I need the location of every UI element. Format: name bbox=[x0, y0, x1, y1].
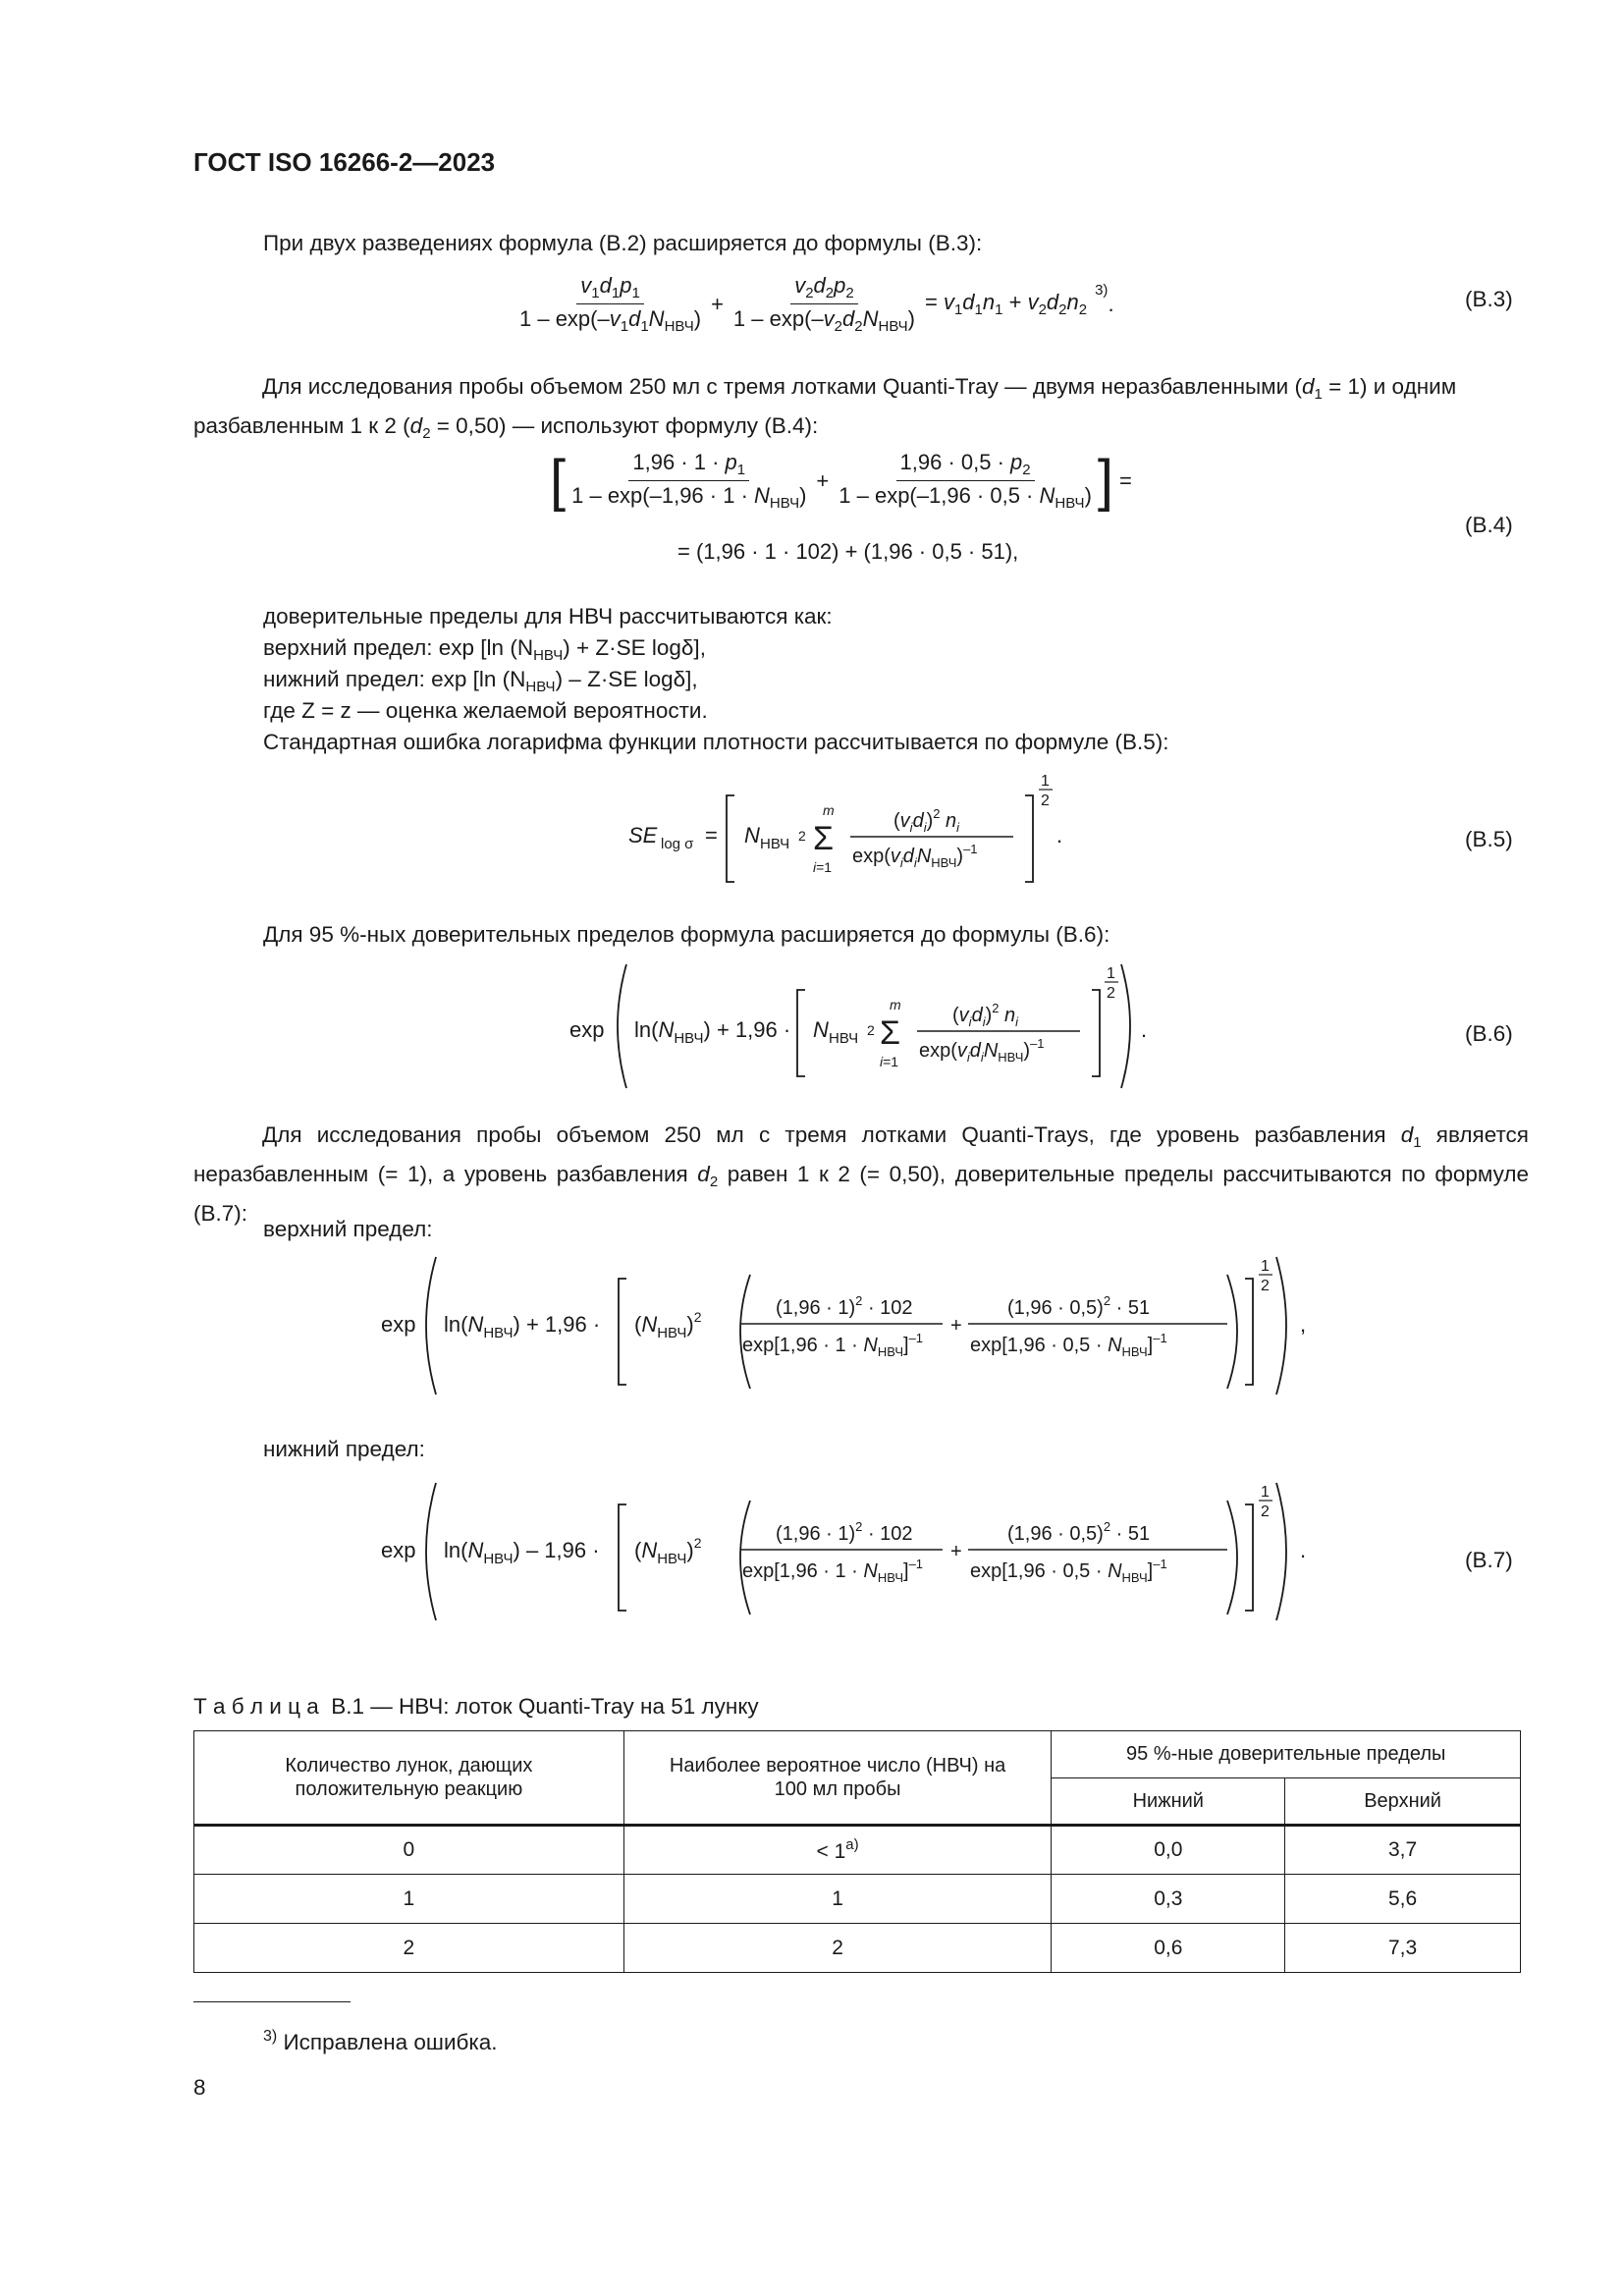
header-mpn: Наиболее вероятное число (НВЧ) на 100 мл пробы bbox=[623, 1731, 1052, 1826]
svg-text:(1,96 · 0,5)2 · 51: $(1,96 \cdot 0,5)^2 \cdot 51$ bbox=[1007, 1293, 1151, 1319]
svg-text:i=1: i=1 bbox=[813, 859, 833, 875]
cell-mpn: < $1^{a)}$ bbox=[623, 1826, 1052, 1875]
footnote-divider bbox=[193, 2001, 351, 2002]
equation-number-b4: (B.4) bbox=[1465, 513, 1513, 537]
svg-text:1: 1 bbox=[1261, 1484, 1270, 1501]
svg-text:+: + bbox=[950, 1315, 962, 1337]
upper-limit-label: верхний предел: bbox=[263, 1217, 433, 1241]
equation-number-b7: (B.7) bbox=[1465, 1548, 1513, 1572]
svg-text:НВЧ: НВЧ bbox=[829, 1030, 859, 1047]
page-number: 8 bbox=[193, 2075, 206, 2100]
svg-text:exp: exp bbox=[569, 1017, 605, 1042]
svg-text:2: 2 bbox=[1041, 793, 1050, 809]
svg-text:exp: exp bbox=[381, 1538, 416, 1562]
svg-text:exp: exp bbox=[381, 1312, 416, 1337]
equation-number-b6: (B.6) bbox=[1465, 1021, 1513, 1046]
svg-text:(NНВЧ)2: $(N_{НВЧ})^2$ bbox=[634, 1309, 702, 1341]
svg-text:2: 2 bbox=[798, 828, 806, 844]
header-lower: Нижний bbox=[1052, 1778, 1285, 1826]
equation-b4-line1: [ $\frac{1,96 \cdot 1 \cdot p_1}{1 - \exp(-1,96 \cdot 1 \cdot N_{НВЧ})}$ + $\frac{1,96 \cdot 0,5 \cdot p_2}{1 - \exp(-1,96 \cdot 0,5 \cdot N_{НВЧ})}$ ] = bbox=[550, 448, 1132, 513]
ci-lower: нижний предел: exp [ln $(N_{НВЧ}) - Z\cdot SE$ logδ], bbox=[263, 667, 698, 695]
svg-text:N: N bbox=[813, 1017, 829, 1042]
paragraph-b6-intro: Для 95 %-ных доверительных пределов формула расширяется до формулы (B.6): bbox=[263, 922, 1110, 947]
table-caption: Т а б л и ц а B.1 — НВЧ: лоток Quanti-Tray на 51 лунку bbox=[193, 1694, 759, 1719]
cell-mpn: 2 bbox=[623, 1924, 1052, 1973]
table-row bbox=[194, 1924, 1521, 1973]
header-wells: Количество лунок, дающих положительную реакцию bbox=[194, 1731, 624, 1826]
equation-b7-upper bbox=[373, 1247, 1335, 1404]
svg-text:НВЧ: НВЧ bbox=[760, 836, 790, 852]
ci-intro: доверительные пределы для НВЧ рассчитываются как: bbox=[263, 604, 833, 629]
se-intro: Стандартная ошибка логарифма функции плотности рассчитывается по формуле (B.5): bbox=[263, 730, 1169, 754]
header-confidence-limits: 95 %-ные доверительные пределы bbox=[1052, 1731, 1521, 1778]
svg-text:m: m bbox=[890, 997, 901, 1012]
table-row bbox=[194, 1875, 1521, 1924]
cell-lower: 0,0 bbox=[1052, 1826, 1285, 1875]
svg-text:ln(NНВЧ) + 1,96 ·: $\ln(N_{НВЧ}) + 1,96$ · bbox=[444, 1312, 601, 1341]
svg-text:+: + bbox=[950, 1541, 962, 1562]
svg-text:exp[1,96 · 1 · NНВЧ]–1: $\exp[1,96 \cdot 1 \cdot N_{НВЧ}]^{-1}$ bbox=[742, 1331, 924, 1359]
cell-lower: 0,6 bbox=[1052, 1924, 1285, 1973]
svg-text:Σ: Σ bbox=[880, 1014, 901, 1052]
equation-b4-line2: = (1,96 · 1 · 102) + (1,96 · 0,5 · 51), bbox=[677, 539, 1019, 564]
equation-b5 bbox=[619, 766, 1090, 894]
svg-text:(NНВЧ)2: $(N_{НВЧ})^2$ bbox=[634, 1535, 702, 1567]
cell-lower: 0,3 bbox=[1052, 1875, 1285, 1924]
svg-text:2: 2 bbox=[1261, 1278, 1270, 1294]
equation-b3: $\frac{v_1d_1p_1}{1 - \exp(-v_1d_1N_{НВЧ})}$ + $\frac{v_2d_2p_2}{1 - \exp(-v_2d_2N_{НВЧ})}$ = $v_1d_1n_1 + v_2d_2n_2$ 3) . bbox=[519, 273, 1114, 335]
footnote-ref-3[interactable]: 3) bbox=[1095, 282, 1109, 299]
svg-text:2: 2 bbox=[867, 1022, 875, 1038]
cell-wells: 2 bbox=[194, 1924, 624, 1973]
paragraph-b3-intro: При двух разведениях формула (B.2) расширяется до формулы (B.3): bbox=[263, 231, 983, 255]
ci-z-definition: где Z = z — оценка желаемой вероятности. bbox=[263, 698, 708, 723]
svg-text:1: 1 bbox=[1041, 773, 1050, 790]
cell-mpn: 1 bbox=[623, 1875, 1052, 1924]
svg-text:,: , bbox=[1300, 1312, 1307, 1337]
lower-limit-label: нижний предел: bbox=[263, 1437, 425, 1461]
cell-upper: 7,3 bbox=[1285, 1924, 1521, 1973]
document-header: ГОСТ ISO 16266-2—2023 bbox=[193, 147, 496, 177]
svg-text:exp[1,96 · 1 · NНВЧ]–1: $\exp[1,96 \cdot 1 \cdot N_{НВЧ}]^{-1}$ bbox=[742, 1557, 924, 1585]
header-upper: Верхний bbox=[1285, 1778, 1521, 1826]
footnote: $^{3)}$ Исправлена ошибка. bbox=[263, 2028, 498, 2054]
svg-text:.: . bbox=[1056, 823, 1063, 847]
ci-upper: верхний предел: exp [ln $(N_{НВЧ}) + Z\cdot SE$ logδ], bbox=[263, 635, 706, 664]
equation-number-b5: (B.5) bbox=[1465, 827, 1513, 851]
svg-text:exp(vidiNНВЧ)–1: $\exp(v_id_iN_{НВЧ})^{-1}$ bbox=[852, 842, 978, 870]
table-b1 bbox=[193, 1730, 1521, 1973]
svg-text:ln(NНВЧ) – 1,96 ·: $\ln(N_{НВЧ}) - 1,96$ · bbox=[444, 1538, 600, 1567]
svg-text:exp[1,96 · 0,5 · NНВЧ]–1: $\exp[1,96 \cdot 0,5 \cdot N_{НВЧ}]^{-1}$ bbox=[970, 1557, 1167, 1585]
equation-b7-lower bbox=[373, 1473, 1335, 1630]
svg-text:exp(vidiNНВЧ)–1: $\exp(v_id_iN_{НВЧ})^{-1}$ bbox=[919, 1036, 1045, 1065]
svg-text:SE: SE bbox=[628, 823, 658, 847]
equation-number-b3: (B.3) bbox=[1465, 287, 1513, 311]
svg-text:1: 1 bbox=[1107, 965, 1115, 982]
equation-b6 bbox=[560, 953, 1168, 1100]
table-footnote-ref[interactable]: a) bbox=[845, 1836, 859, 1853]
svg-text:(1,96 · 1)2 · 102: $(1,96 \cdot 1)^2 \cdot 102$ bbox=[776, 1293, 913, 1319]
cell-upper: 3,7 bbox=[1285, 1826, 1521, 1875]
svg-text:Σ: Σ bbox=[813, 820, 835, 857]
cell-wells: 1 bbox=[194, 1875, 624, 1924]
table-row bbox=[194, 1826, 1521, 1875]
svg-text:ln(NНВЧ) + 1,96 ·: $\ln(N_{НВЧ}) + 1,96$ · bbox=[634, 1017, 791, 1047]
svg-text:(1,96 · 1)2 · 102: $(1,96 \cdot 1)^2 \cdot 102$ bbox=[776, 1519, 913, 1545]
svg-text:2: 2 bbox=[1261, 1503, 1270, 1520]
svg-text:N: N bbox=[744, 823, 760, 847]
svg-text:(1,96 · 0,5)2 · 51: $(1,96 \cdot 0,5)^2 \cdot 51$ bbox=[1007, 1519, 1151, 1545]
cell-upper: 5,6 bbox=[1285, 1875, 1521, 1924]
paragraph-b4-intro: Для исследования пробы объемом 250 мл с тремя лотками Quanti-Tray — двумя неразбавленными $(d_1 = 1)$ и одним разбавленным 1 к 2 $(d_2 = 0,50)$ — используют формулу (B.4): bbox=[193, 374, 1457, 442]
svg-text:exp[1,96 · 0,5 · NНВЧ]–1: $\exp[1,96 \cdot 0,5 \cdot N_{НВЧ}]^{-1}$ bbox=[970, 1331, 1167, 1359]
svg-text:.: . bbox=[1300, 1538, 1307, 1562]
svg-text:=: = bbox=[705, 823, 718, 847]
svg-text:i=1: i=1 bbox=[880, 1054, 899, 1069]
svg-text:.: . bbox=[1141, 1017, 1148, 1042]
svg-text:1: 1 bbox=[1261, 1258, 1270, 1275]
paragraph-b7-intro: Для исследования пробы объемом 250 мл с тремя лотками Quanti-Trays, где уровень разбавления $d_1$ является неразбавленным (= 1), а уровень разбавления $d_2$ равен 1 к 2 (= 0,50), доверительные пределы рассчитываются по формуле (B.7): bbox=[193, 1122, 1529, 1226]
svg-text:(vidi)2 ni: $(v_id_i)^2$ $n_i$ bbox=[893, 806, 960, 835]
cell-wells: 0 bbox=[194, 1826, 624, 1875]
svg-text:(vidi)2 ni: $(v_id_i)^2$ $n_i$ bbox=[952, 1001, 1019, 1029]
svg-text:log σ: log σ bbox=[661, 836, 694, 852]
svg-text:m: m bbox=[823, 802, 835, 818]
svg-text:2: 2 bbox=[1107, 985, 1115, 1002]
